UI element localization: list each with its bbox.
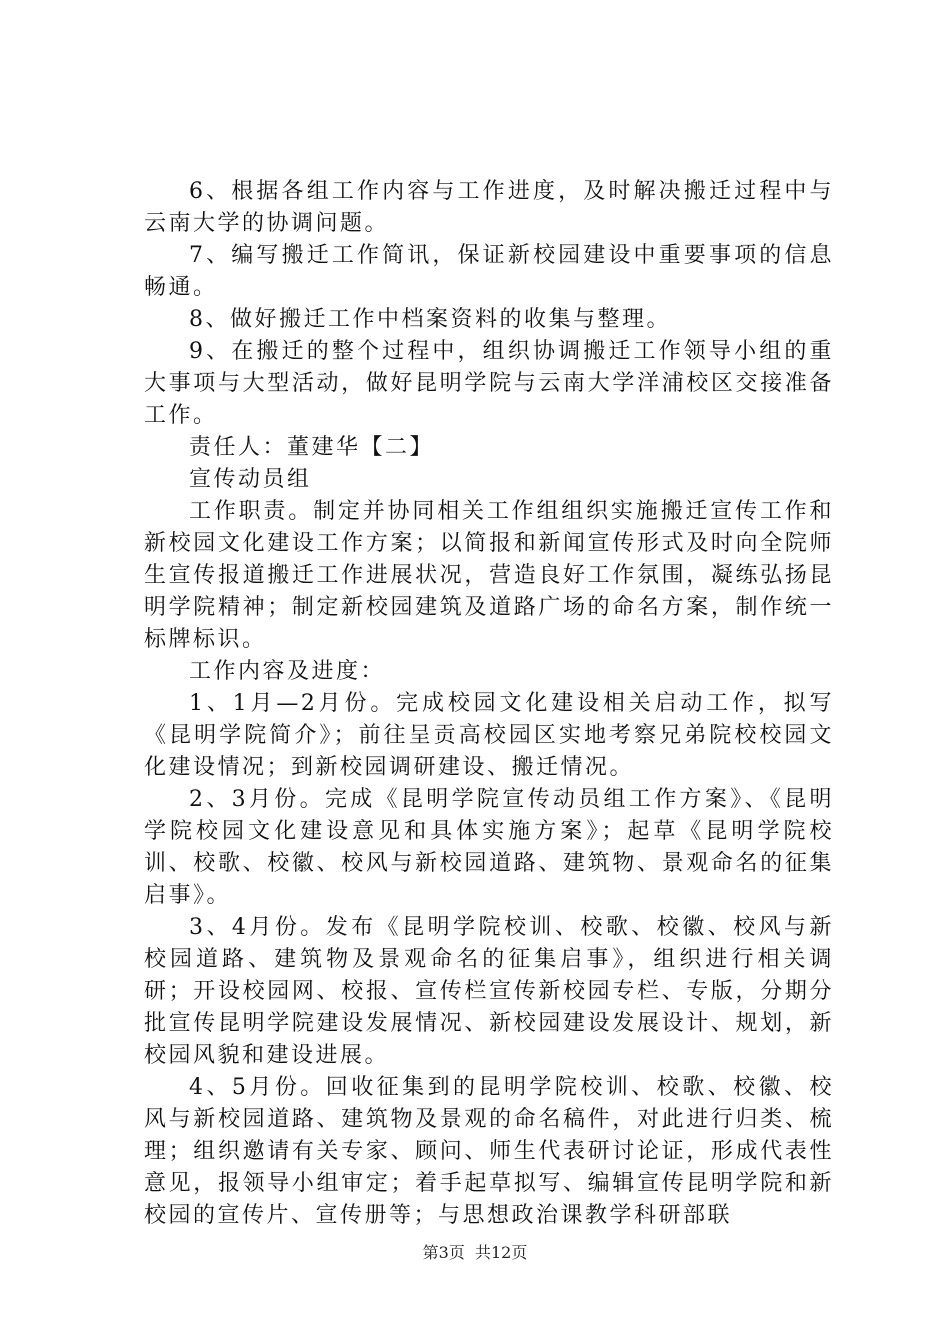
paragraph-schedule-4: 4、5月份。回收征集到的昆明学院校训、校歌、校徽、校风与新校园道路、建筑物及景观的命名稿件，对此进行归类、梳理；组织邀请有关专家、顾问、师生代表研讨论证，形成代表性意见，报领导小组审定；着手起草拟写、编辑宣传昆明学院和新校园的宣传片、宣传册等；与思想政治课教学科研部联 (144, 1075, 834, 1228)
paragraph-work-duties: 工作职责。制定并协同相关工作组组织实施搬迁宣传工作和新校园文化建设工作方案；以简报和新闻宣传形式及时向全院师生宣传报道搬迁工作进展状况，营造良好工作氛围，凝练弘扬昆明学院精神；制定新校园建筑及道路广场的命名方案，制作统一标牌标识。 (144, 499, 834, 652)
paragraph-schedule-1: 1、1月—2月份。完成校园文化建设相关启动工作，拟写《昆明学院简介》；前往呈贡高校园区实地考察兄弟院校校园文化建设情况；到新校园调研建设、搬迁情况。 (144, 691, 834, 780)
section-heading-publicity-group: 宣传动员组 (189, 467, 312, 492)
document-body (144, 176, 834, 1232)
paragraph-item-7: 7、编写搬迁工作简讯，保证新校园建设中重要事项的信息畅通。 (144, 243, 834, 300)
responsible-person: 责任人：董建华【二】 (189, 435, 435, 460)
paragraph-item-6: 6、根据各组工作内容与工作进度，及时解决搬迁过程中与云南大学的协调问题。 (144, 179, 834, 236)
paragraph-schedule-2: 2、3月份。完成《昆明学院宣传动员组工作方案》、《昆明学院校园文化建设意见和具体实施方案》；起草《昆明学院校训、校歌、校徽、校风与新校园道路、建筑物、景观命名的征集启事》。 (144, 787, 834, 908)
page-number-label: 第3页 共12页 (422, 1243, 528, 1262)
paragraph-work-content-heading: 工作内容及进度： (189, 659, 386, 684)
paragraph-item-8: 8、做好搬迁工作中档案资料的收集与整理。 (189, 307, 671, 332)
paragraph-item-9: 9、在搬迁的整个过程中，组织协调搬迁工作领导小组的重大事项与大型活动，做好昆明学院与云南大学洋浦校区交接准备工作。 (144, 339, 834, 428)
paragraph-schedule-3: 3、4月份。发布《昆明学院校训、校歌、校徽、校风与新校园道路、建筑物及景观命名的征集启事》，组织进行相关调研；开设校园网、校报、宣传栏宣传新校园专栏、专版，分期分批宣传昆明学院建设发展情况、新校园建设发展设计、规划，新校园风貌和建设进展。 (144, 915, 834, 1068)
page-footer (0, 1243, 950, 1263)
